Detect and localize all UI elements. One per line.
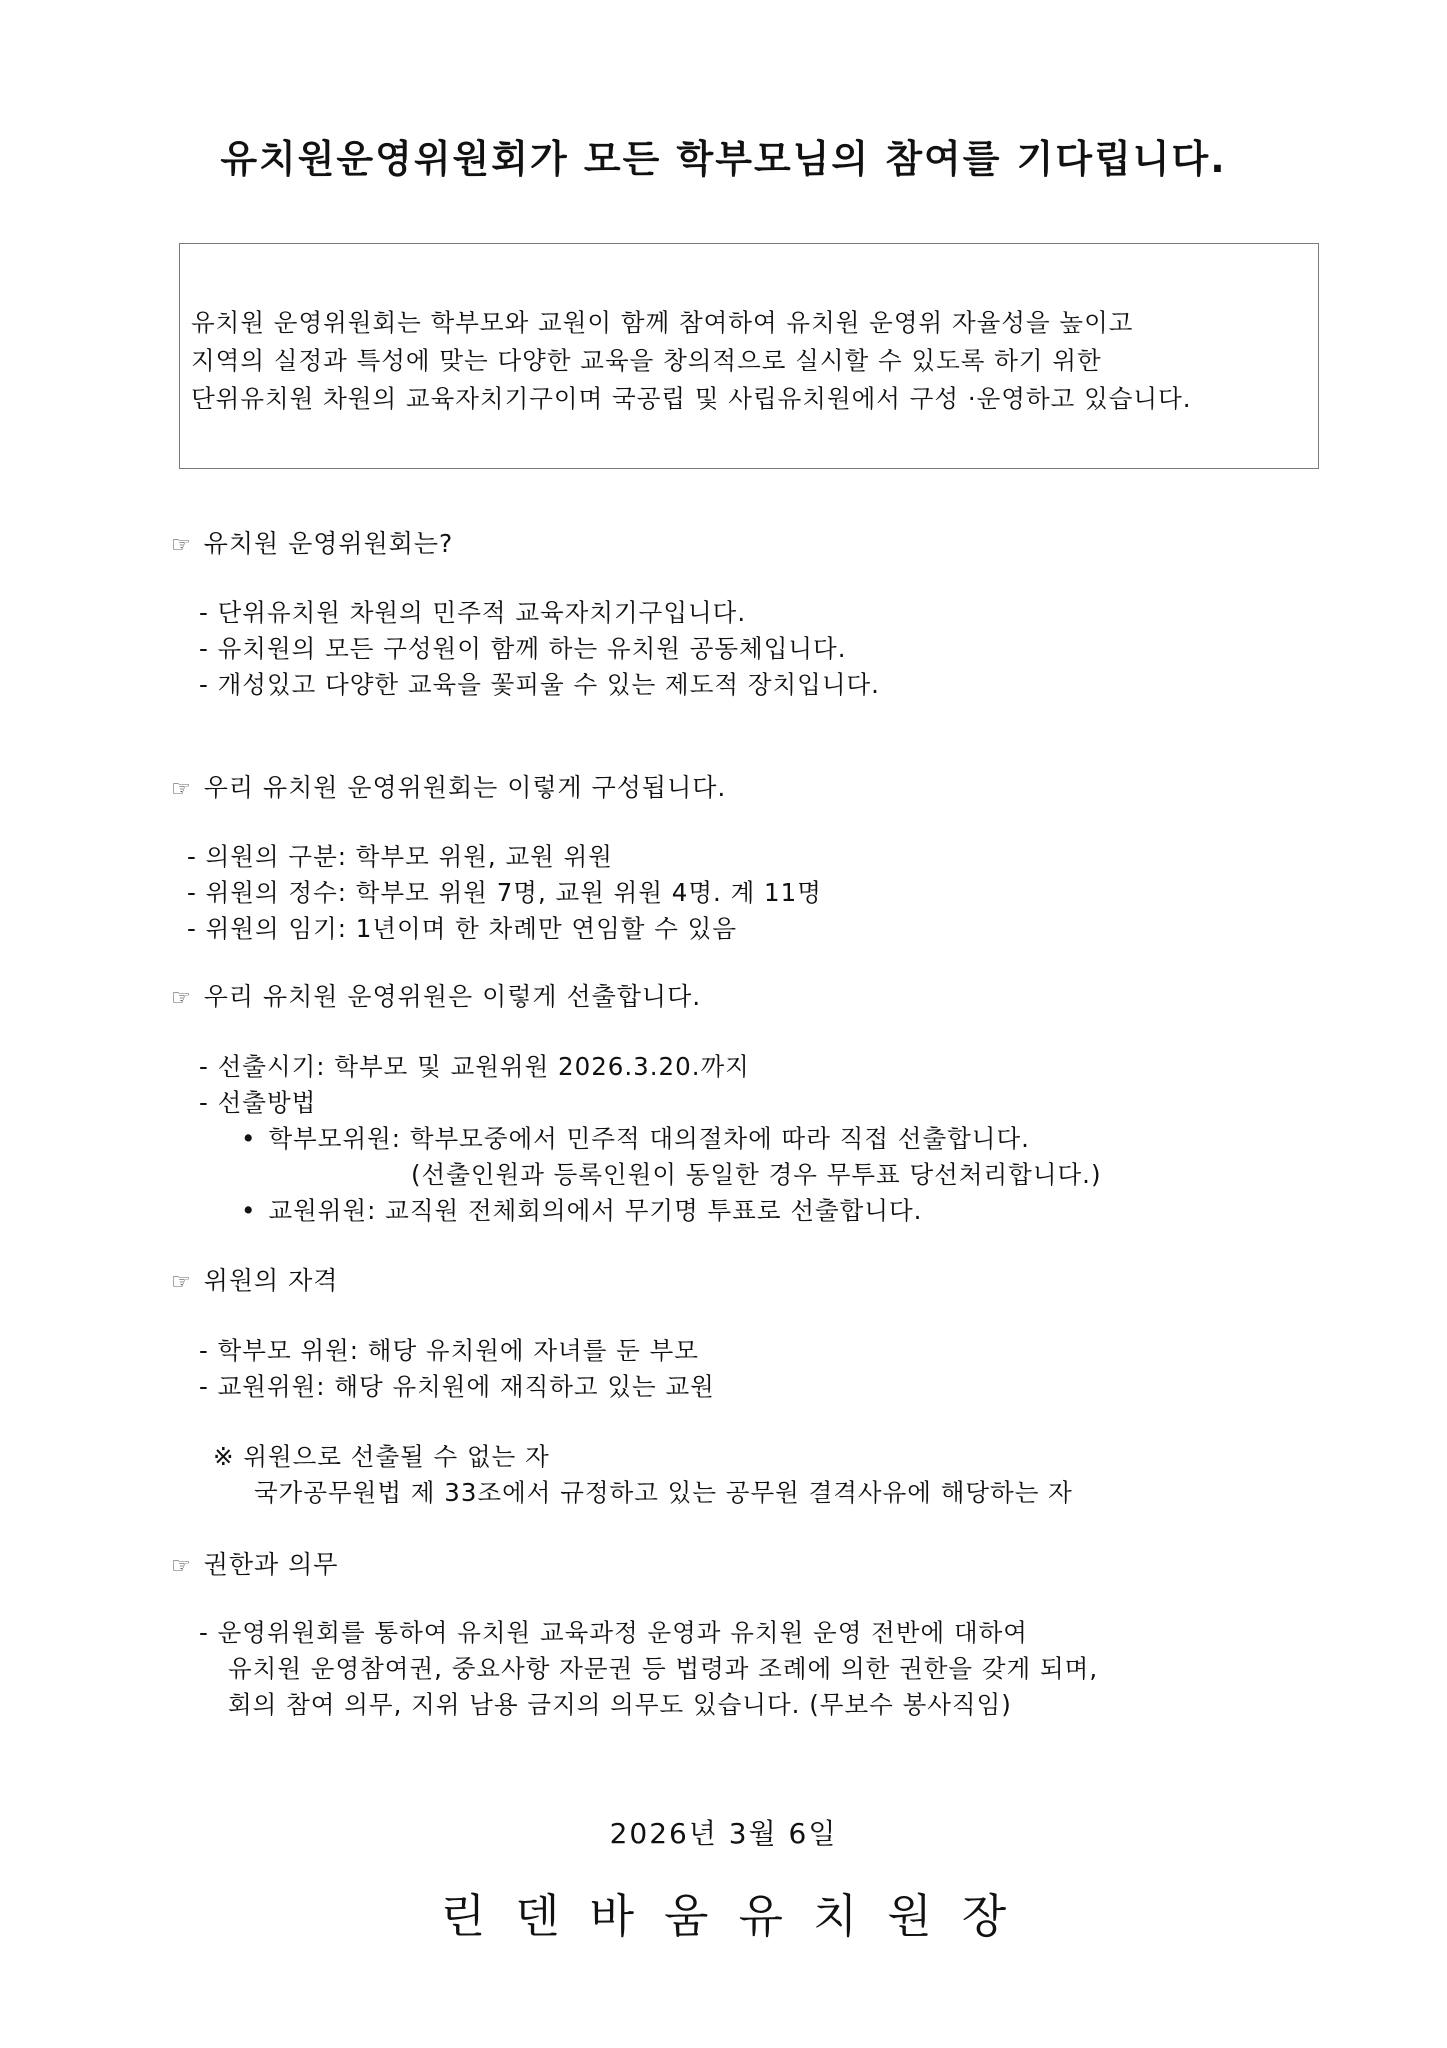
section-heading-text: 위원의 자격 bbox=[203, 1266, 339, 1295]
paragraph-line: - 운영위원회를 통하여 유치원 교육과정 운영과 유치원 운영 전반에 대하여 bbox=[199, 1618, 1028, 1647]
list-item: - 위원의 임기: 1년이며 한 차례만 연임할 수 있음 bbox=[187, 914, 737, 943]
bullet-note: (선출인원과 등록인원이 동일한 경우 무투표 당선처리합니다.) bbox=[411, 1160, 1102, 1189]
intro-line: 유치원 운영위원회는 학부모와 교원이 함께 참여하여 유치원 운영위 자율성을 높이고 bbox=[191, 308, 1134, 337]
pointing-hand-icon: ☞ bbox=[171, 986, 192, 1011]
section-heading-text: 우리 유치원 운영위원은 이렇게 선출합니다. bbox=[203, 982, 702, 1011]
section-heading bbox=[171, 768, 726, 804]
pointing-hand-icon: ☞ bbox=[171, 1270, 192, 1295]
list-item: - 유치원의 모든 구성원이 함께 하는 유치원 공동체입니다. bbox=[199, 634, 847, 663]
intro-line: 지역의 실정과 특성에 맞는 다양한 교육을 창의적으로 실시할 수 있도록 하기 위한 bbox=[191, 346, 1102, 375]
paragraph-line: 회의 참여 의무, 지위 남용 금지의 의무도 있습니다. (무보수 봉사직임) bbox=[228, 1690, 1012, 1719]
note-title: ※ 위원으로 선출될 수 없는 자 bbox=[213, 1442, 550, 1471]
pointing-hand-icon: ☞ bbox=[171, 777, 192, 802]
section-heading bbox=[171, 524, 453, 560]
page-title: 유치원운영위원회가 모든 학부모님의 참여를 기다립니다. bbox=[220, 137, 1227, 181]
bullet-text: 학부모위원: 학부모중에서 민주적 대의절차에 따라 직접 선출합니다. bbox=[268, 1124, 1030, 1153]
document-date: 2026년 3월 6일 bbox=[609, 1817, 838, 1850]
pointing-hand-icon: ☞ bbox=[171, 1554, 192, 1579]
bullet-text: 교원위원: 교직원 전체회의에서 무기명 투표로 선출합니다. bbox=[268, 1196, 923, 1225]
intro-line: 단위유치원 차원의 교육자치기구이며 국공립 및 사립유치원에서 구성 ·운영하고 있습니다. bbox=[191, 384, 1192, 413]
signer-name: 린덴바움유치원장 bbox=[440, 1889, 1037, 1943]
note-text: 국가공무원법 제 33조에서 규정하고 있는 공무원 결격사유에 해당하는 자 bbox=[254, 1478, 1073, 1507]
section-heading bbox=[171, 1545, 338, 1581]
bullet-icon: • bbox=[241, 1196, 257, 1225]
list-item: - 위원의 정수: 학부모 위원 7명, 교원 위원 4명. 계 11명 bbox=[187, 878, 822, 907]
bullet-icon: • bbox=[241, 1124, 257, 1153]
list-item: - 단위유치원 차원의 민주적 교육자치기구입니다. bbox=[199, 598, 747, 627]
list-item: - 선출시기: 학부모 및 교원위원 2026.3.20.까지 bbox=[199, 1052, 750, 1081]
section-heading-text: 권한과 의무 bbox=[203, 1550, 339, 1579]
pointing-hand-icon: ☞ bbox=[171, 533, 192, 558]
bullet-item bbox=[241, 1192, 922, 1227]
paragraph-line: 유치원 운영참여권, 중요사항 자문권 등 법령과 조례에 의한 권한을 갖게 되며, bbox=[228, 1654, 1099, 1683]
section-heading-text: 유치원 운영위원회는? bbox=[203, 529, 454, 558]
list-item: - 학부모 위원: 해당 유치원에 자녀를 둔 부모 bbox=[199, 1336, 699, 1365]
section-heading-text: 우리 유치원 운영위원회는 이렇게 구성됩니다. bbox=[203, 773, 727, 802]
list-item: - 교원위원: 해당 유치원에 재직하고 있는 교원 bbox=[199, 1372, 715, 1401]
list-item: - 선출방법 bbox=[199, 1088, 317, 1117]
bullet-item bbox=[241, 1120, 1030, 1155]
section-heading bbox=[171, 1261, 338, 1297]
section-heading bbox=[171, 977, 701, 1013]
list-item: - 의원의 구분: 학부모 위원, 교원 위원 bbox=[187, 842, 613, 871]
list-item: - 개성있고 다양한 교육을 꽃피울 수 있는 제도적 장치입니다. bbox=[199, 670, 880, 699]
